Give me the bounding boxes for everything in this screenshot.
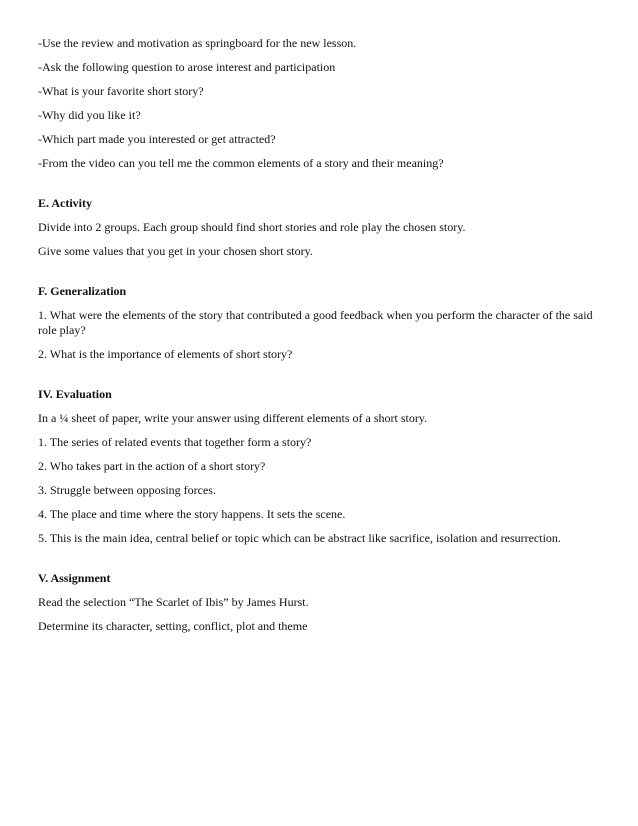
intro-line: -Use the review and motivation as springboard for the new lesson. <box>38 36 357 50</box>
section-gap <box>38 180 598 196</box>
assignment-heading: V. Assignment <box>38 571 111 585</box>
section-gap <box>38 371 598 387</box>
activity-heading: E. Activity <box>38 196 92 210</box>
document-page <box>38 36 598 643</box>
evaluation-line: 1. The series of related events that together form a story? <box>38 435 312 449</box>
evaluation-line: 4. The place and time where the story happens. It sets the scene. <box>38 507 346 521</box>
generalization-line: 1. What were the elements of the story that contributed a good feedback when you perform the character of the said role play? <box>38 308 593 337</box>
generalization-section <box>38 284 598 362</box>
evaluation-line: 3. Struggle between opposing forces. <box>38 483 216 497</box>
intro-line: -Ask the following question to arose interest and participation <box>38 60 336 74</box>
activity-line: Give some values that you get in your chosen short story. <box>38 244 313 258</box>
intro-line: -What is your favorite short story? <box>38 84 204 98</box>
generalization-line: 2. What is the importance of elements of short story? <box>38 347 293 361</box>
activity-section <box>38 196 598 259</box>
assignment-line: Determine its character, setting, conflict, plot and theme <box>38 619 308 633</box>
evaluation-line: 2. Who takes part in the action of a short story? <box>38 459 266 473</box>
section-gap <box>38 268 598 284</box>
evaluation-line: In a ¼ sheet of paper, write your answer using different elements of a short story. <box>38 411 428 425</box>
intro-section <box>38 36 598 171</box>
intro-line: -Why did you like it? <box>38 108 141 122</box>
evaluation-section <box>38 387 598 546</box>
intro-line: -From the video can you tell me the common elements of a story and their meaning? <box>38 156 444 170</box>
assignment-section <box>38 571 598 634</box>
section-gap <box>38 555 598 571</box>
intro-line: -Which part made you interested or get attracted? <box>38 132 276 146</box>
assignment-line: Read the selection “The Scarlet of Ibis” by James Hurst. <box>38 595 309 609</box>
evaluation-heading: IV. Evaluation <box>38 387 112 401</box>
activity-line: Divide into 2 groups. Each group should find short stories and role play the chosen story. <box>38 220 466 234</box>
generalization-heading: F. Generalization <box>38 284 127 298</box>
evaluation-line: 5. This is the main idea, central belief or topic which can be abstract like sacrifice, isolation and resurrection. <box>38 531 561 545</box>
